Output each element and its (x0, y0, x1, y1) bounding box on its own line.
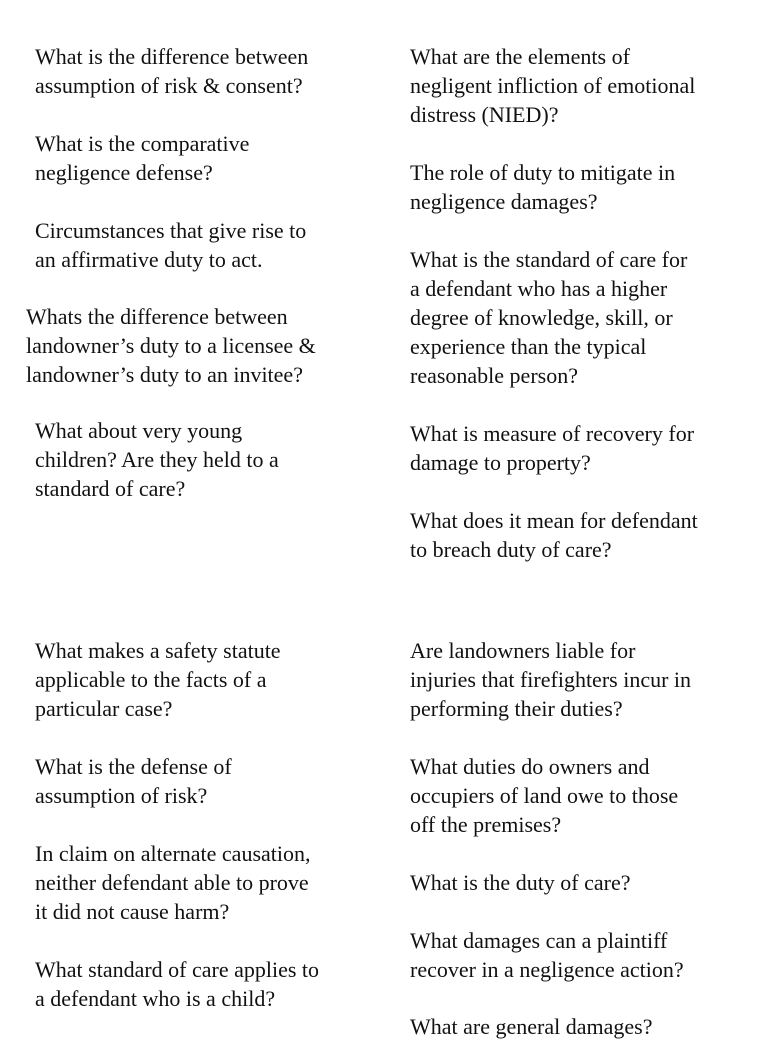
question-bottom-right-1 (410, 636, 691, 723)
question-line: degree of knowledge, skill, or (410, 305, 673, 330)
question-line: negligent infliction of emotional (410, 73, 696, 98)
question-line: What are the elements of (410, 44, 630, 69)
question-line: What is the comparative (35, 131, 250, 156)
question-line: damage to property? (410, 450, 591, 475)
question-line: reasonable person? (410, 363, 578, 388)
question-top-right-2 (410, 158, 675, 216)
question-line: In claim on alternate causation, (35, 841, 311, 866)
question-line: distress (NIED)? (410, 102, 559, 127)
question-line: assumption of risk? (35, 783, 208, 808)
question-line: negligence damages? (410, 189, 598, 214)
question-line: What is the difference between (35, 44, 309, 69)
question-line: Whats the difference between (26, 304, 288, 329)
question-line: particular case? (35, 696, 173, 721)
question-line: What standard of care applies to (35, 957, 320, 982)
question-line: a defendant who is a child? (35, 986, 276, 1011)
question-line: What is measure of recovery for (410, 421, 695, 446)
question-bottom-right-2 (410, 752, 678, 839)
question-line: Circumstances that give rise to (35, 218, 307, 243)
question-line: recover in a negligence action? (410, 957, 684, 982)
question-line: What damages can a plaintiff (410, 928, 668, 953)
question-bottom-left-1 (35, 636, 281, 723)
question-line: experience than the typical (410, 334, 647, 359)
question-bottom-left-4 (35, 955, 319, 1013)
question-line: What makes a safety statute (35, 638, 281, 663)
question-line: negligence defense? (35, 160, 213, 185)
question-top-right-3 (410, 245, 687, 390)
question-line: children? Are they held to a (35, 447, 279, 472)
question-top-right-1 (410, 42, 695, 129)
question-line: landowner’s duty to a licensee & (26, 333, 316, 358)
question-line: a defendant who has a higher (410, 276, 668, 301)
question-line: occupiers of land owe to those (410, 783, 679, 808)
question-top-right-5 (410, 506, 698, 564)
question-top-right-4 (410, 419, 694, 477)
question-line: What is the standard of care for (410, 247, 688, 272)
question-line: off the premises? (410, 812, 562, 837)
question-bottom-left-2 (35, 752, 232, 810)
question-line: injuries that firefighters incur in (410, 667, 692, 692)
question-line: The role of duty to mitigate in (410, 160, 676, 185)
question-line: neither defendant able to prove (35, 870, 309, 895)
question-line: What does it mean for defendant (410, 508, 698, 533)
question-line: What is the duty of care? (410, 870, 631, 895)
question-line: performing their duties? (410, 696, 623, 721)
question-line: What is the defense of (35, 754, 232, 779)
question-line: Are landowners liable for (410, 638, 636, 663)
question-line: an affirmative duty to act. (35, 247, 263, 272)
question-line: landowner’s duty to an invitee? (26, 362, 303, 387)
question-line: What about very young (35, 418, 243, 443)
question-top-left-4 (26, 302, 316, 389)
question-top-left-2 (35, 129, 249, 187)
question-top-left-5 (35, 416, 279, 503)
question-bottom-right-3 (410, 868, 631, 897)
question-line: it did not cause harm? (35, 899, 230, 924)
question-line: to breach duty of care? (410, 537, 612, 562)
question-top-left-1 (35, 42, 308, 100)
question-line: applicable to the facts of a (35, 667, 267, 692)
question-line: standard of care? (35, 476, 186, 501)
question-bottom-right-5 (410, 1012, 652, 1041)
question-line: What duties do owners and (410, 754, 650, 779)
question-bottom-left-3 (35, 839, 311, 926)
question-line: What are general damages? (410, 1014, 653, 1039)
question-line: assumption of risk & consent? (35, 73, 303, 98)
question-bottom-right-4 (410, 926, 684, 984)
question-top-left-3 (35, 216, 306, 274)
